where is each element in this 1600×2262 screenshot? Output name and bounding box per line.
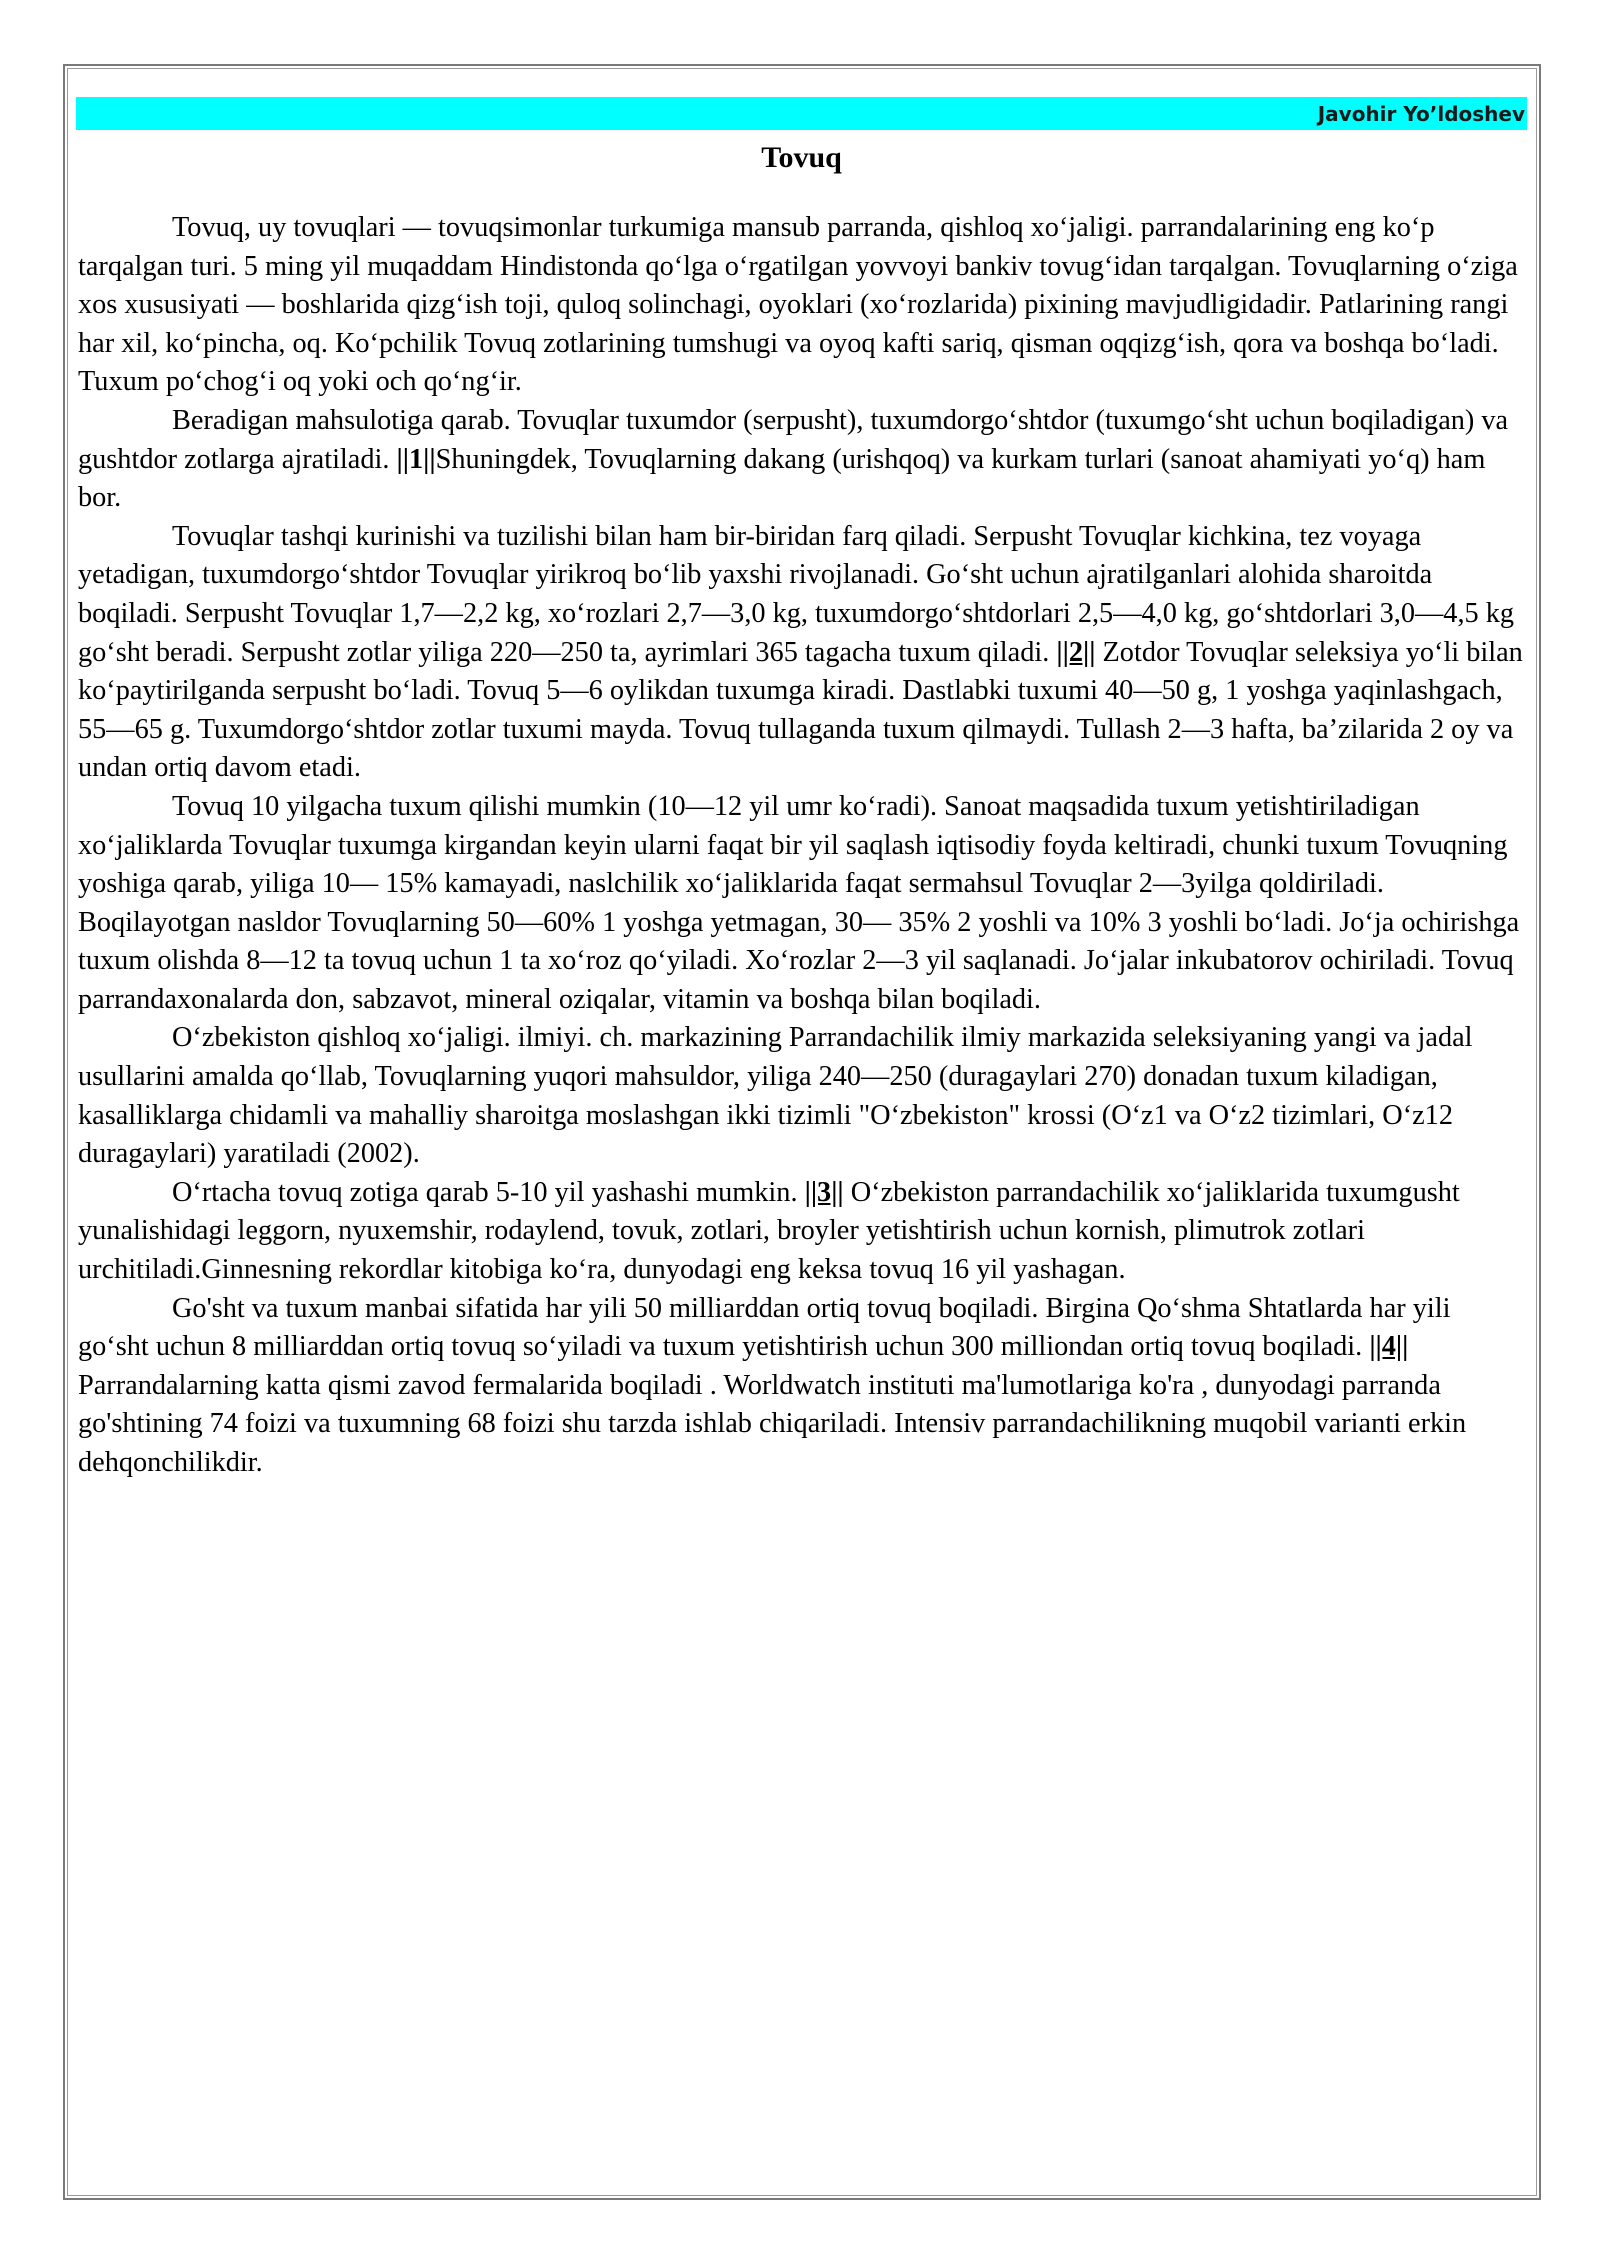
article-body	[78, 209, 1528, 1483]
footnote-ref-2[interactable]: ||2||	[1056, 636, 1096, 668]
paragraph-7	[78, 1290, 1528, 1483]
paragraph-3	[78, 518, 1528, 788]
paragraph-text: O‘rtacha tovuq zotiga qarab 5-10 yil yashashi mumkin.	[172, 1176, 805, 1208]
author-name: Javohir Yo’ldoshev	[1317, 102, 1525, 126]
paragraph-text: Go'sht va tuxum manbai sifatida har yili 50 milliarddan ortiq tovuq boqiladi. Birgina Qo‘shma Shtatlarda har yili go‘sht uchun 8 milliarddan ortiq tovuq so‘yiladi va tuxum yetishtirish uchun 300 milliondan ortiq tovuq boqiladi.	[78, 1292, 1451, 1363]
paragraph-text: Parrandalarning katta qismi zavod fermalarida boqiladi . Worldwatch instituti ma'lumotlariga ko'ra , dunyodagi parranda go'shtining 74 foizi va tuxumning 68 foizi shu tarzda ishlab chiqariladi. Intensiv parrandachilikning muqobil varianti erkin dehqonchilikdir.	[78, 1369, 1467, 1478]
paragraph-text: O‘zbekiston qishloq xo‘jaligi. ilmiyi. ch. markazining Parrandachilik ilmiy markazida seleksiyaning yangi va jadal usullarini amalda qo‘llab, Tovuqlarning yuqori mahsuldor, yiliga 240—250 (duragaylari 270) donadan tuxum kiladigan, kasalliklarga chidamli va mahalliy sharoitga moslashgan ikki tizimli "O‘zbekiston" krossi (O‘z1 va O‘z2 tizimlari, O‘z12 duragaylari) yaratiladi (2002).	[78, 1022, 1473, 1170]
paragraph-text: Beradigan mahsulotiga qarab. Tovuqlar tuxumdor (serpusht), tuxumdorgo‘shtdor (tuxumgo‘sht uchun boqiladigan) va gushtdor zotlarga ajratiladi.	[78, 404, 1509, 475]
paragraph-text: Tovuq 10 yilgacha tuxum qilishi mumkin (10—12 yil umr ko‘radi). Sanoat maqsadida tuxum yetishtiriladigan xo‘jaliklarda Tovuqlar tuxumga kirgandan keyin ularni faqat bir yil saqlash iqtisodiy foyda keltiradi, chunki tuxum Tovuqning yoshiga qarab, yiliga 10— 15% kamayadi, naslchilik xo‘jaliklarida faqat sermahsul Tovuqlar 2—3yilga qoldiriladi. Boqilayotgan nasldor Tovuqlarning 50—60% 1 yoshga yetmagan, 30— 35% 2 yoshli va 10% 3 yoshli bo‘ladi. Jo‘ja ochirishga tuxum olishda 8—12 ta tovuq uchun 1 ta xo‘roz qo‘yiladi. Xo‘rozlar 2—3 yil saqlanadi. Jo‘jalar inkubatorov ochiriladi. Tovuq parrandaxonalarda don, sabzavot, mineral oziqalar, vitamin va boshqa bilan boqiladi.	[78, 790, 1520, 1015]
paragraph-6	[78, 1174, 1528, 1290]
paragraph-text: Tovuqlar tashqi kurinishi va tuzilishi bilan ham bir-biridan farq qiladi. Serpusht Tovuqlar kichkina, tez voyaga yetadigan, tuxumdorgo‘shtdor Tovuqlar yirikroq bo‘lib yaxshi rivojlanadi. Go‘sht uchun ajratilganlari alohida sharoitda boqiladi. Serpusht Tovuqlar 1,7—2,2 kg, xo‘rozlari 2,7—3,0 kg, tuxumdorgo‘shtdorlari 2,5—4,0 kg, go‘shtdorlari 3,0—4,5 kg go‘sht beradi. Serpusht zotlar yiliga 220—250 ta, ayrimlari 365 tagacha tuxum qiladi.	[78, 520, 1515, 668]
header-bar	[76, 97, 1527, 130]
document-title: Tovuq	[761, 141, 842, 174]
footnote-ref-4[interactable]: ||4||	[1369, 1331, 1409, 1363]
paragraph-text: Zotdor Tovuqlar seleksiya yo‘li bilan ko‘paytirilganda serpusht bo‘ladi. Tovuq 5—6 oylikdan tuxumga kiradi. Dastlabki tuxumi 40—50 g, 1 yoshga yaqinlashgach, 55—65 g. Tuxumdorgo‘shtdor zotlar tuxumi mayda. Tovuq tullaganda tuxum qilmaydi. Tullash 2—3 hafta, ba’zilarida 2 oy va undan ortiq davom etadi.	[78, 636, 1523, 784]
paragraph-text: Tovuq, uy tovuqlari — tovuqsimonlar turkumiga mansub parranda, qishloq xo‘jaligi. parrandalarining eng ko‘p tarqalgan turi. 5 ming yil muqaddam Hindistonda qo‘lga o‘rgatilgan yovvoyi bankiv tovug‘idan tarqalgan. Tovuqlarning o‘ziga xos xususiyati — boshlarida qizg‘ish toji, quloq solinchagi, oyoklari (xo‘rozlarida) pixining mavjudligidadir. Patlarining rangi har xil, ko‘pincha, oq. Ko‘pchilik Tovuq zotlarining tumshugi va oyoq kafti sariq, qisman oqqizg‘ish, qora va boshqa bo‘ladi. Tuxum po‘chog‘i oq yoki och qo‘ng‘ir.	[78, 212, 1518, 398]
paragraph-4	[78, 788, 1528, 1020]
footnote-ref-1[interactable]: ||1||	[396, 443, 436, 475]
paragraph-2	[78, 402, 1528, 518]
paragraph-1	[78, 209, 1528, 402]
paragraph-5	[78, 1019, 1528, 1173]
paragraph-text: O‘zbekiston parrandachilik xo‘jaliklarida tuxumgusht yunalishidagi leggorn, nyuxemshir, rodaylend, tovuk, zotlari, broyler yetishtirish uchun kornish, plimutrok zotlari urchitiladi.Ginnesning rekordlar kitobiga ko‘ra, dunyodagi eng keksa tovuq 16 yil yashagan.	[78, 1176, 1460, 1286]
footnote-ref-3[interactable]: ||3||	[804, 1176, 844, 1208]
paragraph-text: Shuningdek, Tovuqlarning dakang (urishqoq) va kurkam turlari (sanoat ahamiyati yo‘q) ham bor.	[78, 443, 1486, 514]
